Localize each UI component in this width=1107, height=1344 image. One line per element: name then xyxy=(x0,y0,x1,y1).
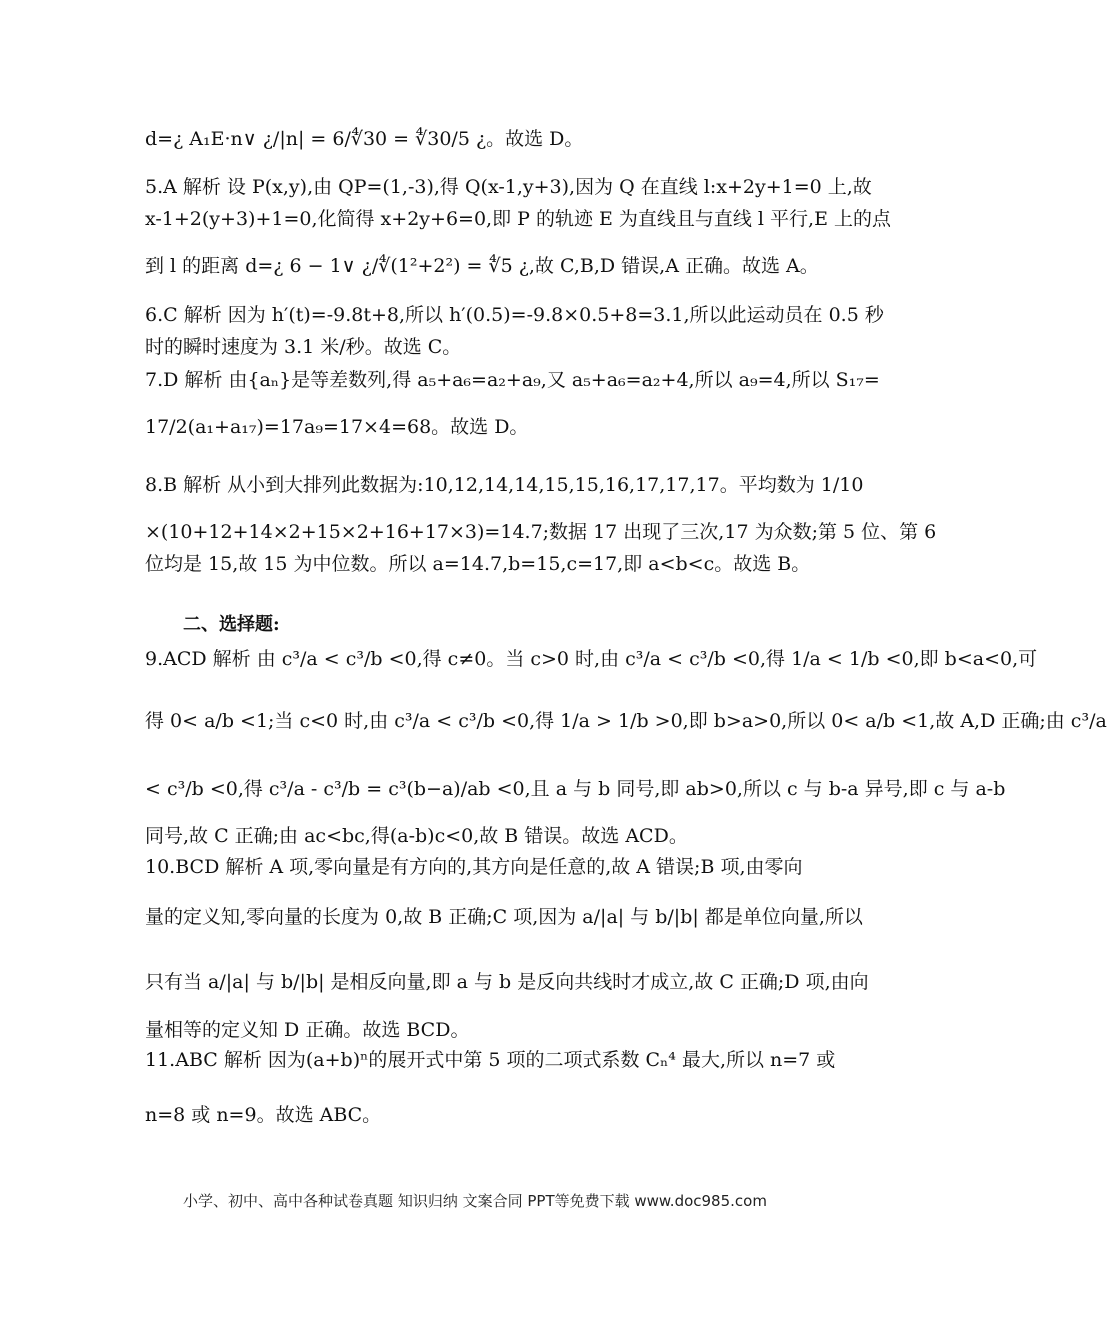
line-2: 5.A 解析 设 P(x,y),由 QP=(1,-3),得 Q(x-1,y+3),因为 Q 在直线 l:x+2y+1=0 上,故 xyxy=(145,176,872,198)
line-18: 只有当 a/|a| 与 b/|b| 是相反向量,即 a 与 b 是反向共线时才成立,故 C 正确;D 项,由向 xyxy=(145,971,869,993)
line-6: 时的瞬时速度为 3.1 米/秒。故选 C。 xyxy=(145,336,462,358)
line-15: 同号,故 C 正确;由 ac<bc,得(a-b)c<0,故 B 错误。故选 ACD。 xyxy=(145,825,688,847)
line-8: 17/2(a₁+a₁₇)=17a₉=17×4=68。故选 D。 xyxy=(145,416,529,438)
line-5: 6.C 解析 因为 h′(t)=-9.8t+8,所以 h′(0.5)=-9.8×0.5+8=3.1,所以此运动员在 0.5 秒 xyxy=(145,304,884,326)
section-title: 二、选择题: xyxy=(183,614,280,635)
line-4: 到 l 的距离 d=¿ 6 − 1∨ ¿/∜(1²+2²) = ∜5 ¿,故 C,B,D 错误,A 正确。故选 A。 xyxy=(145,255,819,277)
line-19: 量相等的定义知 D 正确。故选 BCD。 xyxy=(145,1019,470,1041)
line-12: 9.ACD 解析 由 c³/a < c³/b <0,得 c≠0。当 c>0 时,由 c³/a < c³/b <0,得 1/a < 1/b <0,即 b<a<0,可 xyxy=(145,648,1038,670)
line-1: d=¿ A₁E·n∨ ¿/|n| = 6/∜30 = ∜30/5 ¿。故选 D。 xyxy=(145,128,584,150)
line-11: 位均是 15,故 15 为中位数。所以 a=14.7,b=15,c=17,即 a<b<c。故选 B。 xyxy=(145,553,811,575)
line-16: 10.BCD 解析 A 项,零向量是有方向的,其方向是任意的,故 A 错误;B 项,由零向 xyxy=(145,856,803,878)
footer: 小学、初中、高中各种试卷真题 知识归纳 文案合同 PPT等免费下载 www.doc985.com xyxy=(183,1192,767,1210)
line-14: < c³/b <0,得 c³/a - c³/b = c³(b−a)/ab <0,且 a 与 b 同号,即 ab>0,所以 c 与 b-a 异号,即 c 与 a-b xyxy=(145,778,1006,800)
line-13: 得 0< a/b <1;当 c<0 时,由 c³/a < c³/b <0,得 1/a > 1/b >0,即 b>a>0,所以 0< a/b <1,故 A,D 正确;由 c³/a xyxy=(145,710,1107,732)
line-20: 11.ABC 解析 因为(a+b)ⁿ的展开式中第 5 项的二项式系数 Cₙ⁴ 最大,所以 n=7 或 xyxy=(145,1049,836,1071)
line-7: 7.D 解析 由{aₙ}是等差数列,得 a₅+a₆=a₂+a₉,又 a₅+a₆=a₂+4,所以 a₉=4,所以 S₁₇= xyxy=(145,369,880,391)
line-21: n=8 或 n=9。故选 ABC。 xyxy=(145,1104,382,1126)
line-10: ×(10+12+14×2+15×2+16+17×3)=14.7;数据 17 出现了三次,17 为众数;第 5 位、第 6 xyxy=(145,521,937,543)
line-17: 量的定义知,零向量的长度为 0,故 B 正确;C 项,因为 a/|a| 与 b/|b| 都是单位向量,所以 xyxy=(145,906,863,928)
line-9: 8.B 解析 从小到大排列此数据为:10,12,14,14,15,15,16,17,17,17。平均数为 1/10 xyxy=(145,474,864,496)
line-3: x-1+2(y+3)+1=0,化简得 x+2y+6=0,即 P 的轨迹 E 为直线且与直线 l 平行,E 上的点 xyxy=(145,208,891,230)
